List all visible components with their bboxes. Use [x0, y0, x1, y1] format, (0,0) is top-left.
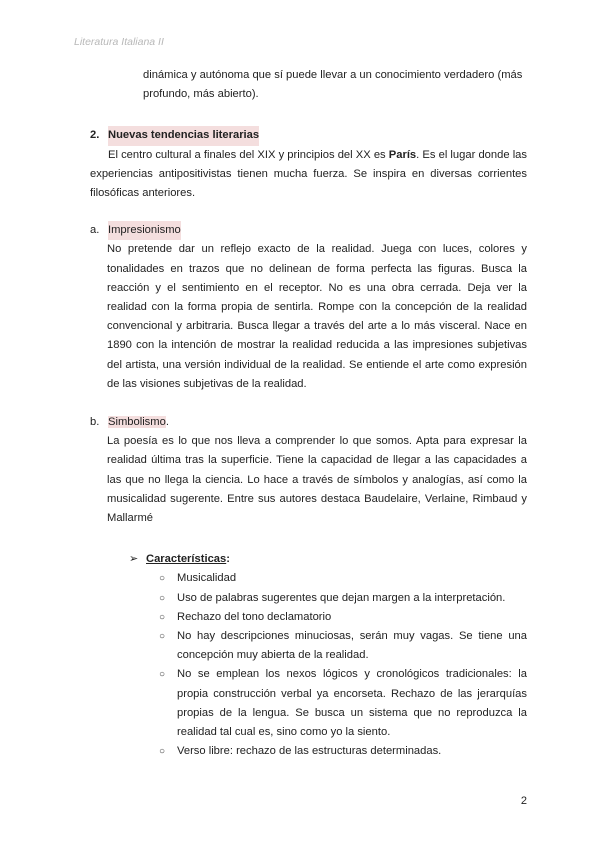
simbolismo-body: La poesía es lo que nos lleva a comprender lo que somos. Apta para expresar la realidad última tras la superficie. Tiene la capacidad de llegar a las capacidades a las que no llega la ciencia. Lo hace a través de símbolos y analogías, así como la musicalidad sugerente. Entre sus autores destaca Baudelaire, Verlaine, Rimbaud y Mallarmé: [107, 435, 527, 525]
page-content: [90, 66, 527, 762]
section-heading: [90, 126, 527, 145]
characteristics-title-suffix: :: [226, 553, 230, 566]
circle-bullet-icon: ○: [159, 669, 166, 681]
subsection-impresionismo: [90, 221, 527, 240]
section-intro: [90, 146, 527, 204]
arrow-bullet-icon: ➢: [129, 553, 139, 566]
section-number: 2.: [90, 129, 100, 142]
running-header: Literatura Italiana II: [74, 36, 164, 48]
list-item-text: No se emplean los nexos lógicos y cronológicos tradicionales: la propia construcción verbal ya encorseta. Rechazo de las jerarquías propias de la lengua. Se busca un sistema que no reproduzca la realidad tal cual es, sino como yo la siento.: [177, 668, 527, 739]
subsection-letter: a.: [90, 224, 100, 237]
subsection-title-suffix: .: [165, 416, 169, 429]
list-item-text: No hay descripciones minuciosas, serán muy vagas. Se tiene una concepción muy abierta de la realidad.: [177, 630, 527, 662]
intro-post: . Es el lugar donde las experiencias antipositivistas tienen mucha fuerza. Se inspira en diversas corrientes filosóficas anteriores.: [90, 148, 527, 200]
list-item-text: Verso libre: rechazo de las estructuras determinadas.: [177, 745, 442, 758]
circle-bullet-icon: ○: [159, 573, 166, 585]
characteristics-list: [159, 569, 527, 761]
subsection-letter: b.: [90, 416, 100, 429]
circle-bullet-icon: ○: [159, 611, 166, 623]
list-item-text: Uso de palabras sugerentes que dejan margen a la interpretación.: [177, 591, 506, 604]
list-item: [159, 627, 527, 665]
continuation-paragraph: dinámica y autónoma que sí puede llevar a un conocimiento verdadero (más profundo, más abierto).: [143, 69, 523, 101]
intro-pre: El centro cultural a finales del XIX y principios del XX es: [108, 148, 389, 161]
list-item-text: Rechazo del tono declamatorio: [177, 610, 332, 623]
page-number: 2: [520, 795, 527, 807]
list-item-text: Musicalidad: [177, 572, 237, 585]
characteristics-title-text: Características: [146, 553, 227, 566]
characteristics-title: [146, 550, 230, 569]
intro-bold: París: [388, 148, 417, 161]
impresionismo-body: No pretende dar un reflejo exacto de la realidad. Juega con luces, colores y tonalidades en trazos que no delinean de forma perfecta las figuras. Busca la reacción y el sentimiento en el receptor. No es una obra cerrada. Deja ver la realidad con la forma propia de sentirla. Rompe con la concepción de la realidad convencional y arbitraria. Busca llegar a través del arte a lo más visceral. Nace en 1890 con la intención de mostrar la realidad reducida a las impresiones subjetivas del artista, una versión individual de la realidad. Se entiende el arte como expresión de las visiones subjetivas de la realidad.: [107, 243, 527, 390]
list-item: [159, 608, 527, 627]
subsection-title: Simbolismo: [108, 416, 166, 429]
subsection-title-wrap: [108, 413, 169, 432]
list-item: [159, 589, 527, 608]
circle-bullet-icon: ○: [159, 746, 166, 758]
list-item: [159, 742, 527, 761]
circle-bullet-icon: ○: [159, 631, 166, 643]
subsection-title: Impresionismo: [108, 221, 181, 240]
subsection-simbolismo: [90, 413, 527, 432]
list-item: [159, 569, 527, 588]
circle-bullet-icon: ○: [159, 592, 166, 604]
section-title: Nuevas tendencias literarias: [108, 126, 259, 145]
characteristics-heading: [129, 550, 527, 569]
list-item: [159, 665, 527, 742]
